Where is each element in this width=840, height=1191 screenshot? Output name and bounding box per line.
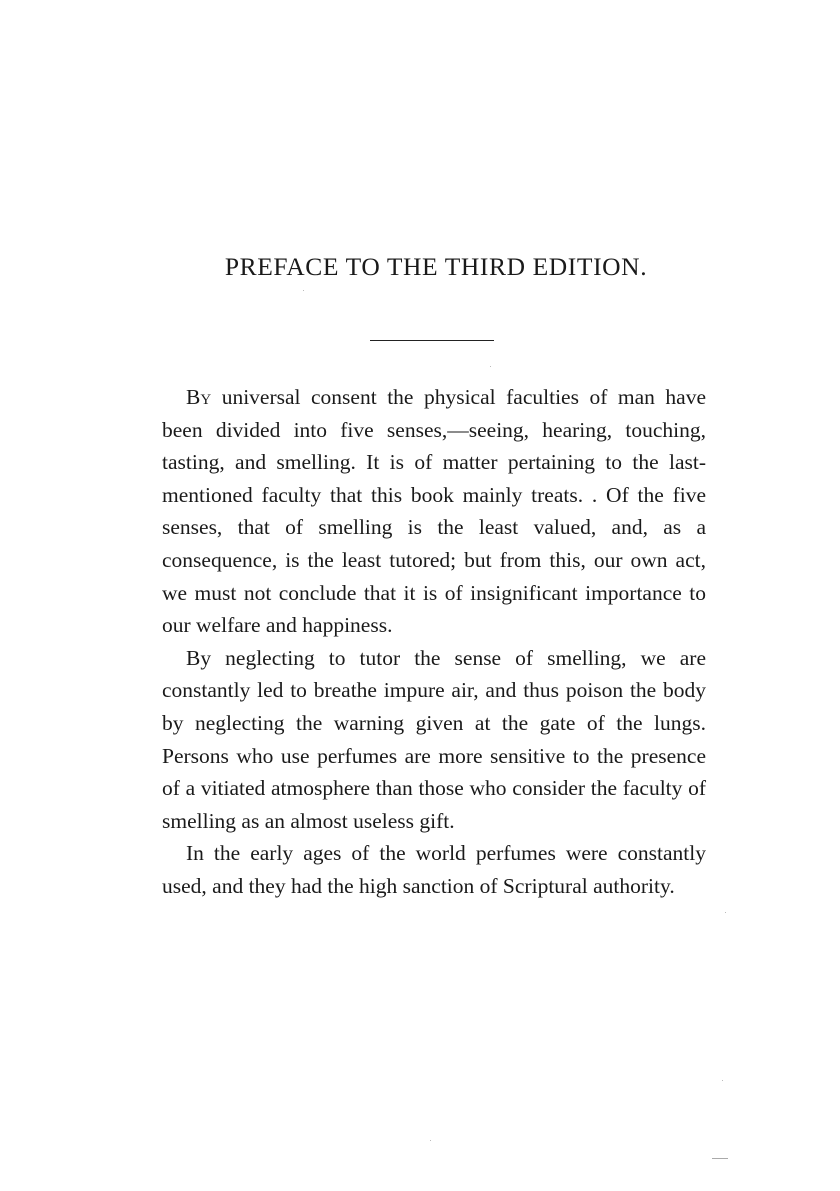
scan-speck xyxy=(430,1140,431,1141)
paragraph-3: In the early ages of the world perfumes were constantly used, and they had the high sanction of Scriptural authority. xyxy=(162,841,706,898)
scan-mark xyxy=(712,1158,728,1159)
paragraph-1 xyxy=(162,381,706,642)
page-title: PREFACE TO THE THIRD EDITION. xyxy=(224,252,648,281)
title-divider xyxy=(370,340,494,341)
preface-body xyxy=(162,381,706,903)
drop-lead-word: By xyxy=(186,385,212,409)
scan-speck xyxy=(725,912,726,913)
paragraph-2: By neglecting to tutor the sense of smelling, we are constantly led to breathe impure air, and thus poison the body by neglecting the warning given at the gate of the lungs. Persons who use perfumes are more sensitive to the presence of a vitiated atmosphere than those who consider the faculty of smelling as an almost useless gift. xyxy=(162,645,706,833)
paragraph-1-text: universal consent the physical faculties of man have been divided into five senses,—seeing, hearing, touching, tasting, and smelling. It is of matter pertaining to the last-mentioned faculty that this book mainly treats. . Of the five senses, that of smelling is the least valued, and, as a consequence, is the least tutored; but from this, our own act, we must not conclude that it is of insignificant importance to our welfare and happiness. xyxy=(162,385,706,638)
scan-speck xyxy=(303,290,304,291)
scan-speck xyxy=(490,366,491,367)
scan-speck xyxy=(722,1080,723,1081)
